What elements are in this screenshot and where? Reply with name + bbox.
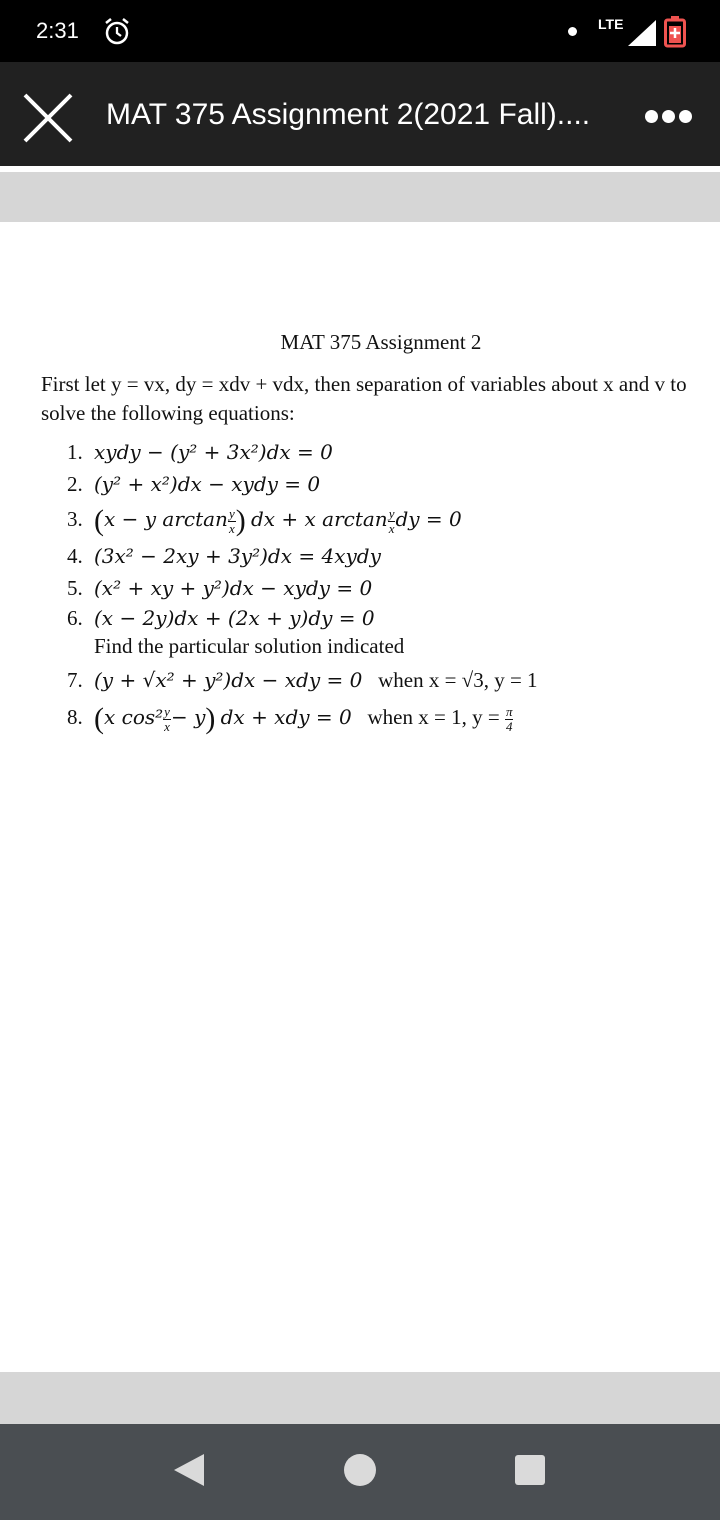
- battery-icon: [664, 16, 686, 48]
- list-item: 6. (x − 2y)dx + (2x + y)dy = 0: [67, 606, 375, 630]
- equation-text: xydy − (y² + 3x²)dx = 0: [94, 440, 333, 464]
- initial-condition: when x = 1, y =: [367, 705, 500, 729]
- intro-paragraph: First let y = vx, dy = xdv + vdx, then separation of variables about x and v to solve the following equations:: [41, 372, 687, 425]
- fraction: $\frac{\pi}{4}$: [505, 703, 513, 734]
- equation-text: (3x² − 2xy + 3y²)dx = 4xydy: [94, 544, 381, 568]
- fraction: $\frac{y}{x}$: [164, 703, 170, 734]
- back-icon[interactable]: [172, 1452, 206, 1488]
- equation-text: (x² + xy + y²)dx − xydy = 0: [94, 576, 373, 600]
- list-item: 7. (y + √x² + y²)dx − xdy = 0 when x = √3, y = 1: [67, 668, 538, 692]
- signal-icon: [626, 18, 658, 48]
- instruction-text: Find the particular solution indicated: [94, 634, 405, 658]
- recent-apps-icon[interactable]: [515, 1455, 545, 1485]
- page-separator-top: [0, 172, 720, 222]
- alarm-icon: [103, 17, 131, 47]
- network-type: LTE: [598, 16, 624, 32]
- list-item: 2. (y² + x²)dx − xydy = 0: [67, 472, 321, 496]
- equation-text: (y + √x² + y²)dx − xdy = 0: [94, 668, 363, 692]
- status-bar: [0, 0, 720, 62]
- clock-time: 2:31: [36, 18, 79, 43]
- initial-condition: when x = √3, y = 1: [378, 668, 538, 692]
- app-toolbar: [0, 62, 720, 166]
- page-title: MAT 375 Assignment 2: [280, 330, 482, 354]
- list-item: 4. (3x² − 2xy + 3y²)dx = 4xydy: [67, 544, 381, 568]
- list-item: 1. xydy − (y² + 3x²)dx = 0: [67, 440, 333, 464]
- equation-text: (x − 2y)dx + (2x + y)dy = 0: [94, 606, 375, 630]
- home-icon[interactable]: [344, 1454, 376, 1486]
- document-title: MAT 375 Assignment 2(2021 Fall)....: [106, 98, 591, 131]
- fraction: $\frac{y}{x}$: [388, 505, 395, 536]
- document-page: [0, 222, 720, 1372]
- list-item: 8. (x cos² $\frac{y}{x}$ − y) dx + xdy = 0 when x = 1, y = $\frac{\pi}{4}$: [67, 702, 513, 735]
- page-separator-bottom: [0, 1372, 720, 1424]
- more-options-icon[interactable]: [645, 110, 701, 132]
- navigation-bar: [0, 1424, 720, 1520]
- notification-dot-icon: [568, 27, 577, 36]
- list-item: 3. (x − y arctan $\frac{y}{x}$ ) dx + x arctan $\frac{y}{x}$ dy = 0: [67, 504, 462, 537]
- fraction: $\frac{y}{x}$: [228, 505, 235, 536]
- close-icon[interactable]: [20, 90, 76, 146]
- list-item: 5. (x² + xy + y²)dx − xydy = 0: [67, 576, 373, 600]
- equation-text: (y² + x²)dx − xydy = 0: [94, 472, 321, 496]
